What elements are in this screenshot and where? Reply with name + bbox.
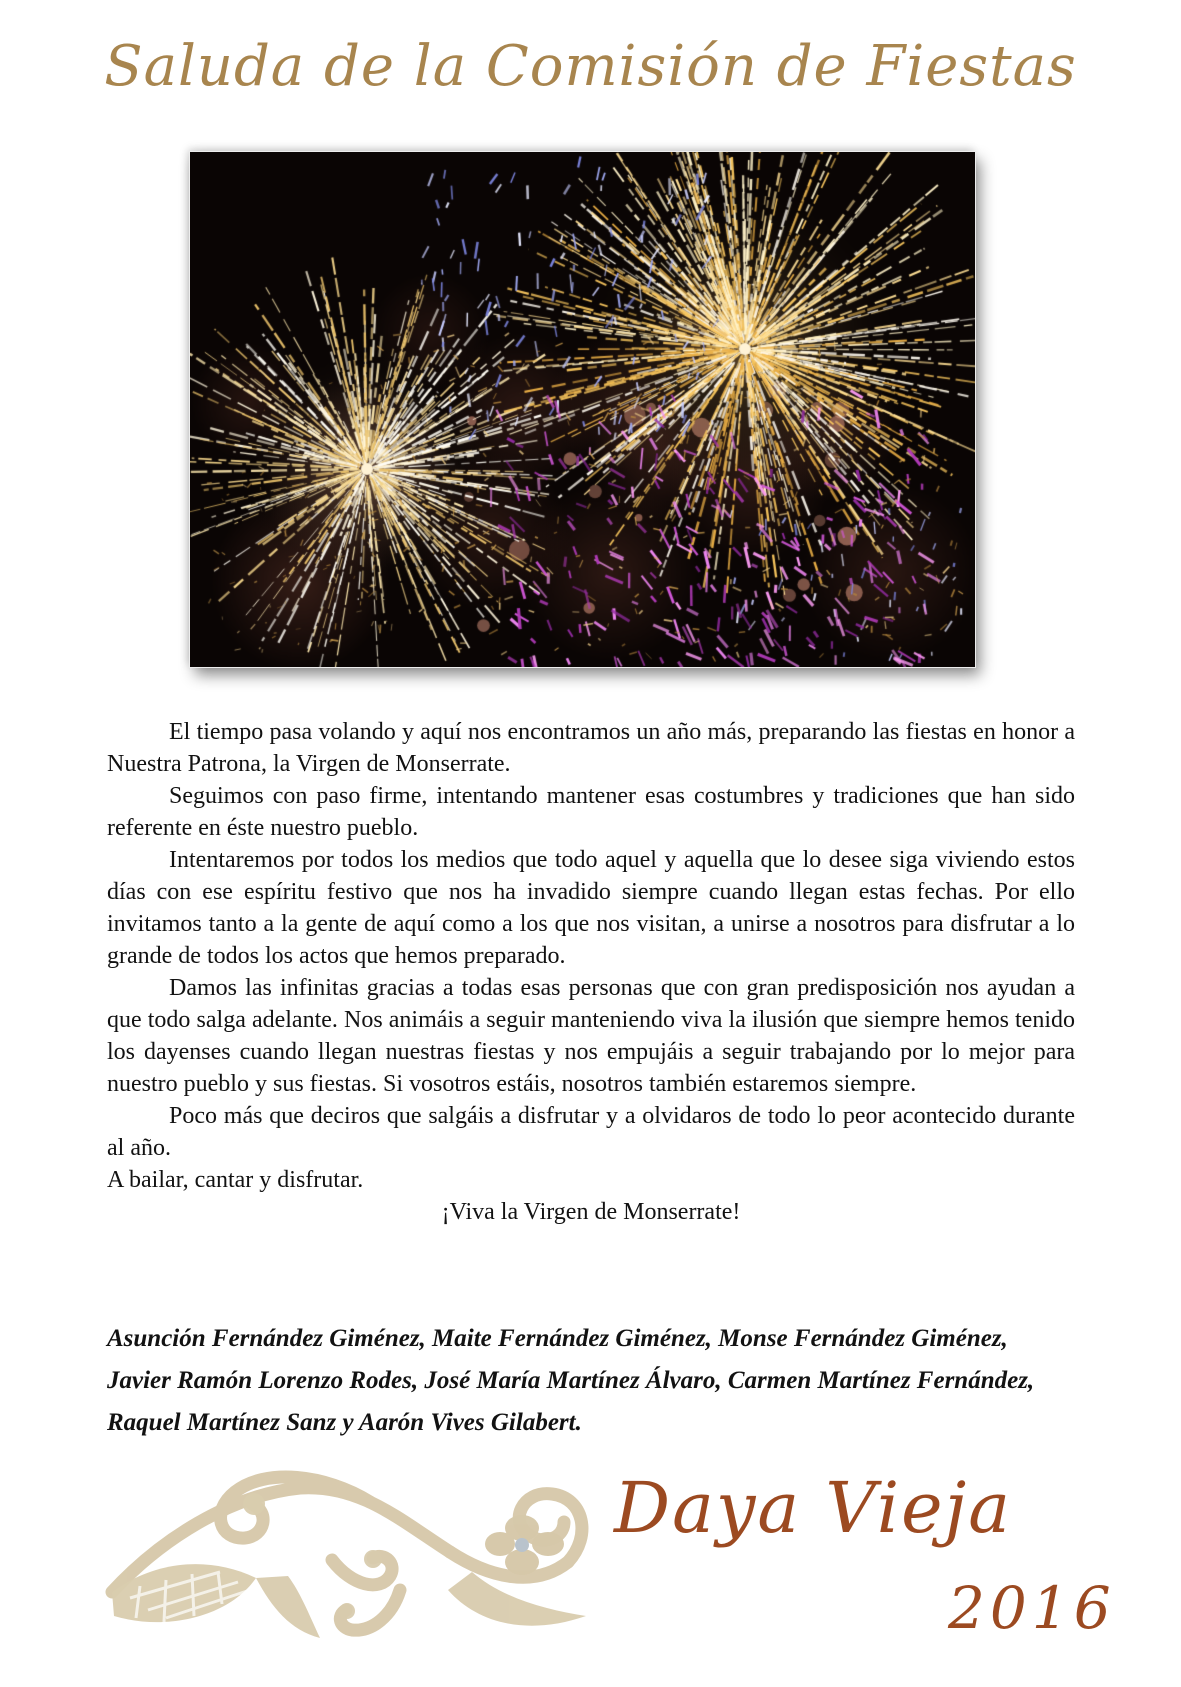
brand-script: Daya Vieja — [614, 1467, 1012, 1549]
page-title: Saluda de la Comisión de Fiestas — [104, 34, 1077, 99]
lace-ornament-icon — [70, 1440, 605, 1652]
paragraph: Seguimos con paso firme, intentando mantener esas costumbres y tradiciones que han sido referente en éste nuestro pueblo. — [107, 783, 1075, 841]
signatories — [107, 1318, 1107, 1444]
brand-year: 2016 — [948, 1574, 1116, 1642]
signatories-line: Asunción Fernández Giménez, Maite Fernández Giménez, Monse Fernández Giménez, — [107, 1325, 1008, 1352]
paragraph: El tiempo pasa volando y aquí nos encontramos un año más, preparando las fiestas en honor a Nuestra Patrona, la Virgen de Monserrate. — [107, 719, 1075, 777]
signatories-line: Javier Ramón Lorenzo Rodes, José María Martínez Álvaro, Carmen Martínez Fernández, — [107, 1367, 1035, 1394]
fireworks-photo — [190, 152, 975, 667]
fireworks-image — [190, 152, 975, 667]
paragraph: Intentaremos por todos los medios que todo aquel y aquella que lo desee siga viviendo estos días con ese espíritu festivo que nos ha invadido siempre cuando llegan estas fechas. Por ello invitamos tanto a la gente de aquí como a los que nos visitan, a unirse a nosotros para disfrutar a lo grande de todos los actos que hemos preparado. — [107, 847, 1075, 969]
paragraph: Poco más que deciros que salgáis a disfrutar y a olvidaros de todo lo peor acontecido durante al año. — [107, 1103, 1075, 1161]
greeting-text — [107, 716, 1075, 1228]
viva-line: ¡Viva la Virgen de Monserrate! — [441, 1199, 741, 1225]
paragraph: A bailar, cantar y disfrutar. — [107, 1167, 364, 1193]
signatories-line: Raquel Martínez Sanz y Aarón Vives Gilabert. — [107, 1409, 582, 1436]
paragraph: Damos las infinitas gracias a todas esas personas que con gran predisposición nos ayudan a que todo salga adelante. Nos animáis a seguir manteniendo viva la ilusión que siempre hemos tenido los dayenses cuando llegan nuestras fiestas y nos empujáis a seguir trabajando por lo mejor para nuestro pueblo y sus fiestas. Si vosotros estáis, nosotros también estaremos siempre. — [107, 975, 1075, 1097]
